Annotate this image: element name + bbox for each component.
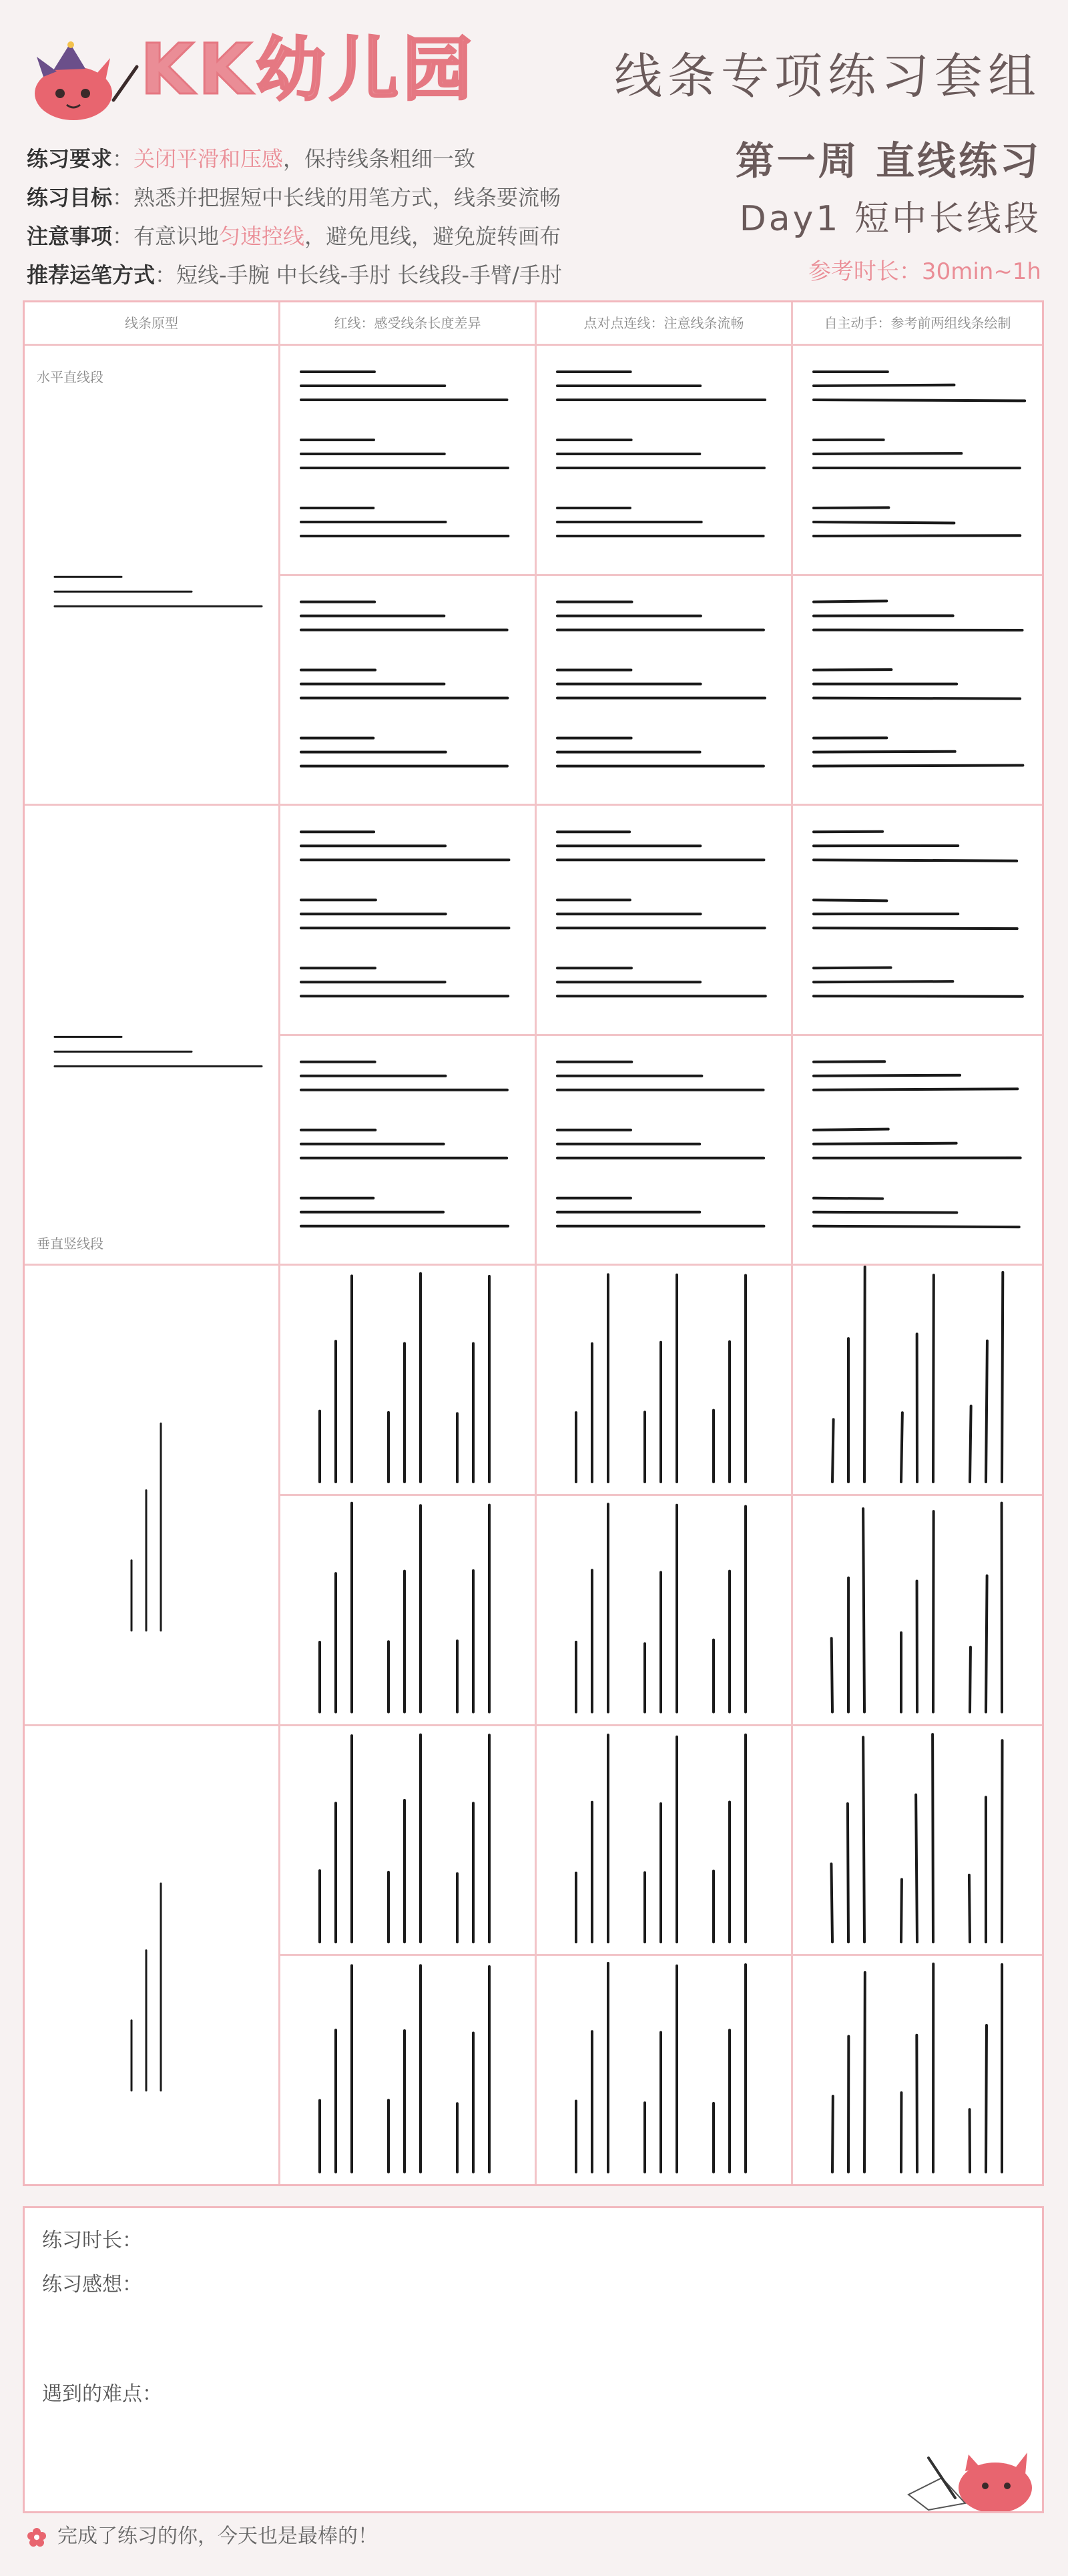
practice-horizontal-line xyxy=(814,765,1023,766)
requirement-line: 注意事项：有意识地匀速控线，避免甩线，避免旋转画布 xyxy=(27,224,561,249)
practice-vertical-line xyxy=(969,1875,970,1942)
practice-horizontal-line xyxy=(814,1075,960,1076)
section-label-vertical: 垂直竖线段 xyxy=(37,1236,103,1252)
requirement-line: 练习要求：关闭平滑和压感，保持线条粗细一致 xyxy=(27,146,476,172)
practice-vertical-line xyxy=(832,1419,834,1482)
practice-horizontal-line xyxy=(814,1198,882,1199)
practice-table xyxy=(23,300,1044,2186)
table-header-point-to-point: 点对点连线：注意线条流畅 xyxy=(583,315,744,331)
section-label-horizontal: 水平直线段 xyxy=(37,369,103,385)
requirement-line: 练习目标：熟悉并把握短中长线的用笔方式，线条要流畅 xyxy=(27,185,561,210)
table-header-prototype: 线条原型 xyxy=(125,315,178,331)
flower-icon xyxy=(27,2527,47,2547)
table-divider xyxy=(278,1954,1042,1956)
page-title: 线条专项练习套组 xyxy=(613,48,1041,104)
requirement-text: ，避免甩线，避免旋转画布 xyxy=(304,224,561,249)
requirement-label: 练习目标 xyxy=(27,185,113,210)
practice-vertical-line xyxy=(970,1406,971,1482)
practice-vertical-line xyxy=(863,1509,864,1712)
table-divider xyxy=(278,1494,1042,1496)
practice-horizontal-line xyxy=(814,400,1025,401)
practice-horizontal-line xyxy=(814,1212,957,1213)
practice-horizontal-line xyxy=(814,1129,888,1130)
requirement-label: 推荐运笔方式 xyxy=(27,262,156,288)
day-title: Day1 短中长线段 xyxy=(739,199,1041,239)
table-divider xyxy=(25,344,1042,346)
table-divider xyxy=(25,804,1042,806)
requirement-text: 关闭平滑和压感 xyxy=(134,146,284,172)
table-divider xyxy=(535,302,537,2184)
practice-horizontal-line xyxy=(814,453,961,454)
practice-thoughts-label: 练习感想： xyxy=(42,2273,142,2296)
practice-vertical-line xyxy=(864,1267,865,1482)
practice-horizontal-line xyxy=(814,967,891,968)
practice-vertical-line xyxy=(970,1647,971,1712)
table-header-freehand: 自主动手：参考前两组线条绘制 xyxy=(824,315,1011,331)
mascot-devil-icon xyxy=(27,37,140,123)
practice-horizontal-line xyxy=(814,535,1020,536)
practice-vertical-line xyxy=(933,1275,934,1482)
table-divider xyxy=(278,302,280,2184)
practice-vertical-line xyxy=(831,1864,832,1942)
practice-vertical-line xyxy=(1002,1272,1003,1482)
footer-text: 完成了练习的你，今天也是最棒的！ xyxy=(57,2525,378,2548)
practice-vertical-line xyxy=(986,1575,987,1712)
practice-horizontal-line xyxy=(814,698,1020,699)
practice-horizontal-line xyxy=(814,1061,884,1062)
practice-horizontal-line xyxy=(814,996,1023,997)
requirement-line: 推荐运笔方式：短线-手腕 中长线-手肘 长线段-手臂/手肘 xyxy=(27,262,562,288)
practice-horizontal-line xyxy=(814,928,1017,929)
requirement-text: ，保持线条粗细一致 xyxy=(283,146,476,172)
practice-vertical-line xyxy=(1002,1740,1003,1942)
practice-vertical-line xyxy=(933,1511,934,1712)
practice-strokes xyxy=(25,302,1042,2184)
practice-vertical-line xyxy=(916,2035,917,2172)
practice-horizontal-line xyxy=(814,981,953,982)
week-title: 第一周 直线练习 xyxy=(735,138,1041,184)
requirement-text: 匀速控线 xyxy=(219,224,305,249)
practice-vertical-line xyxy=(901,1412,902,1482)
practice-horizontal-line xyxy=(814,385,954,386)
requirement-text: 短线-手腕 中长线-手肘 长线段-手臂/手肘 xyxy=(176,262,562,288)
practice-vertical-line xyxy=(901,1879,902,1942)
practice-vertical-line xyxy=(932,1734,933,1942)
requirement-text: 熟悉并把握短中长线的用笔方式，线条要流畅 xyxy=(134,185,561,210)
practice-horizontal-line xyxy=(814,507,888,508)
practice-vertical-line xyxy=(863,1737,864,1942)
logo: KK幼儿园 xyxy=(140,29,477,110)
mascot-corner-icon xyxy=(902,2431,1035,2511)
practice-horizontal-line xyxy=(814,1226,1019,1227)
table-divider xyxy=(791,302,793,2184)
table-divider xyxy=(25,1724,1042,1726)
table-divider xyxy=(25,1264,1042,1266)
practice-vertical-line xyxy=(864,1973,865,2172)
practice-vertical-line xyxy=(916,1795,917,1943)
requirement-label: 练习要求 xyxy=(27,146,113,172)
requirement-text: 有意识地 xyxy=(134,224,220,249)
practice-horizontal-line xyxy=(814,522,954,523)
practice-vertical-line xyxy=(832,2096,833,2172)
table-divider xyxy=(278,574,1042,576)
difficulty-label: 遇到的难点： xyxy=(42,2382,162,2406)
table-header-red-line: 红线：感受线条长度差异 xyxy=(334,315,481,331)
table-divider xyxy=(278,1034,1042,1036)
footer-message xyxy=(27,2527,378,2547)
practice-vertical-line xyxy=(986,2025,987,2172)
reference-time: 参考时长：30min~1h xyxy=(808,258,1041,285)
practice-vertical-line xyxy=(986,1341,987,1482)
practice-duration-label: 练习时长： xyxy=(42,2229,142,2252)
notes-box xyxy=(23,2206,1044,2513)
requirement-label: 注意事项 xyxy=(27,224,113,249)
practice-horizontal-line xyxy=(814,1143,957,1144)
